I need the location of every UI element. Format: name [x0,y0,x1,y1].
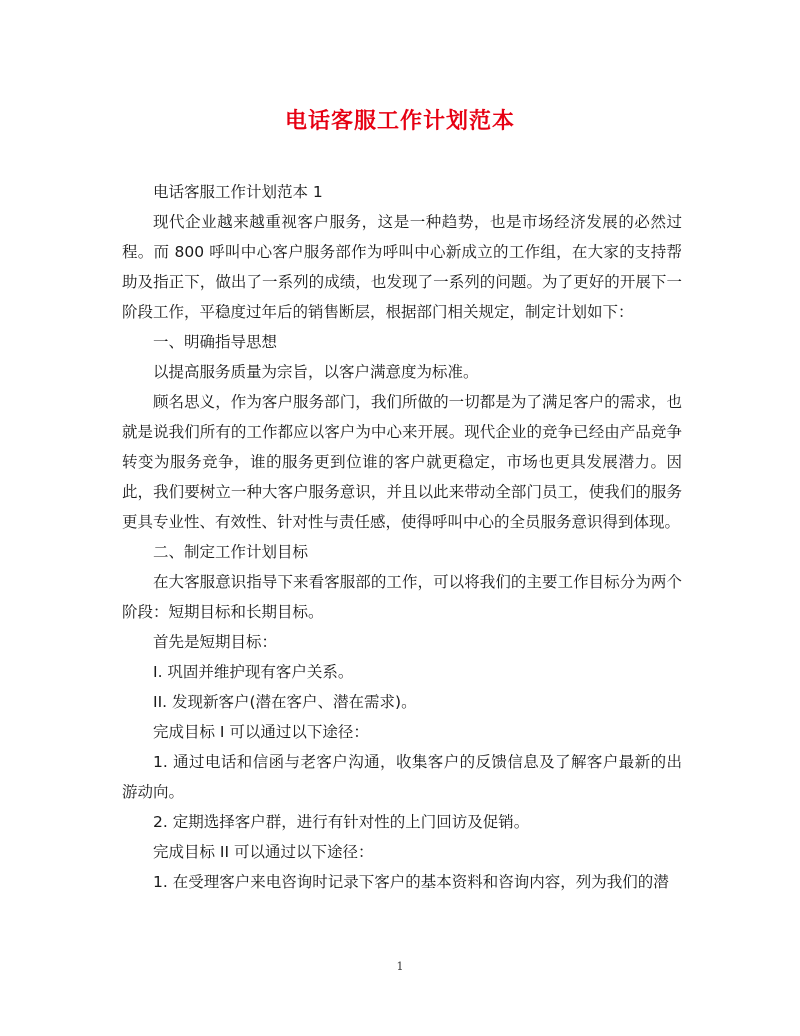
list-item: 1. 通过电话和信函与老客户沟通，收集客户的反馈信息及了解客户最新的出游动向。 [122,753,682,801]
list-item: II. 发现新客户(潜在客户、潜在需求)。 [153,693,417,711]
document-title: 电话客服工作计划范本 [284,108,515,134]
paragraph: 完成目标 II 可以通过以下途径： [153,843,374,861]
list-item: I. 巩固并维护现有客户关系。 [153,663,354,681]
paragraph: 首先是短期目标： [153,633,278,651]
document-body [122,177,682,897]
paragraph: 以提高服务质量为宗旨，以客户满意度为标准。 [153,363,479,381]
paragraph: 现代企业越来越重视客户服务，这是一种趋势，也是市场经济发展的必然过程。而 800 呼叫中心客户服务部作为呼叫中心新成立的工作组，在大家的支持帮助及指正下，做出了一系列的成绩，也发现了一系列的问题。为了更好的开展下一阶段工作，平稳度过年后的销售断层，根据部门相关规定，制定计划如下： [122,213,682,321]
paragraph: 在大客服意识指导下来看客服部的工作，可以将我们的主要工作目标分为两个阶段：短期目标和长期目标。 [122,573,682,621]
section-heading: 一、明确指导思想 [153,333,278,351]
paragraph: 顾名思义，作为客户服务部门，我们所做的一切都是为了满足客户的需求，也就是说我们所有的工作都应以客户为中心来开展。现代企业的竞争已经由产品竞争转变为服务竞争，谁的服务更到位谁的客户就更稳定，市场也更具发展潜力。因此，我们要树立一种大客户服务意识，并且以此来带动全部门员工，使我们的服务更具专业性、有效性、针对性与责任感，使得呼叫中心的全员服务意识得到体现。 [122,393,682,531]
paragraph: 完成目标 I 可以通过以下途径： [153,723,369,741]
section-heading: 二、制定工作计划目标 [153,543,309,561]
section-heading: 电话客服工作计划范本 1 [153,183,323,201]
page-number: 1 [396,960,404,973]
list-item: 1. 在受理客户来电咨询时记录下客户的基本资料和咨询内容，列为我们的潜 [153,873,669,891]
list-item: 2. 定期选择客户群，进行有针对性的上门回访及促销。 [153,813,530,831]
